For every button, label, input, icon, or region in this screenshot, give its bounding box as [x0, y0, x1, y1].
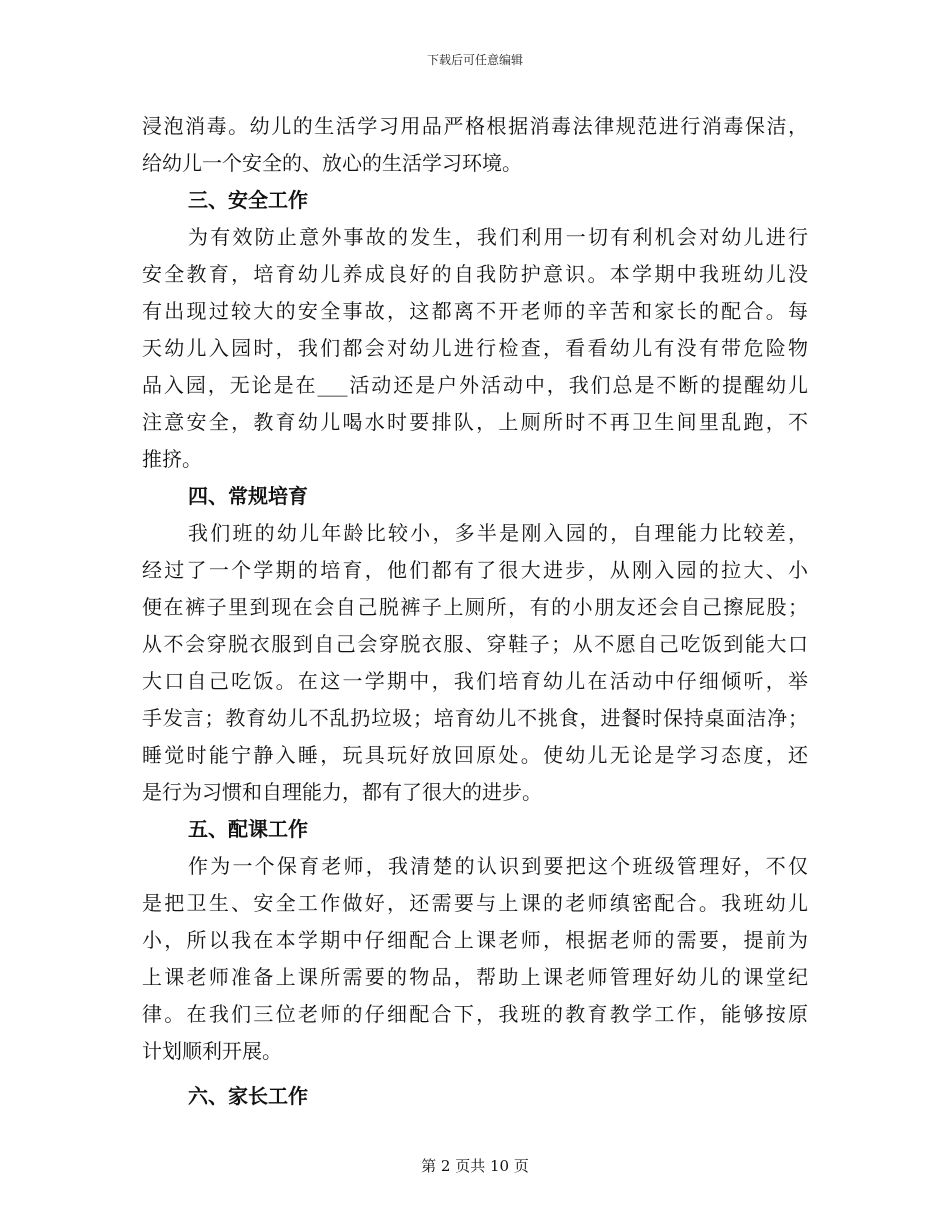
section-heading-teaching-support: 五、配课工作	[188, 817, 308, 841]
body-line: 浸泡消毒。幼儿的生活学习用品严格根据消毒法律规范进行消毒保洁，	[142, 114, 808, 138]
body-line: 睡觉时能宁静入睡，玩具玩好放回原处。使幼儿无论是学习态度，还	[142, 743, 808, 767]
body-line: 便在裤子里到现在会自己脱裤子上厕所，有的小朋友还会自己擦屁股；	[142, 595, 808, 619]
body-line: 品入园，无论是在___活动还是户外活动中，我们总是不断的提醒幼儿	[142, 373, 808, 397]
body-line: 推挤。	[142, 447, 202, 471]
section-heading-routine: 四、常规培育	[188, 484, 308, 508]
document-body	[142, 108, 808, 1115]
body-line: 计划顺利开展。	[142, 1039, 282, 1063]
body-line: 为有效防止意外事故的发生，我们利用一切有利机会对幼儿进行	[188, 225, 808, 249]
body-line: 作为一个保育老师，我清楚的认识到要把这个班级管理好，不仅	[188, 854, 808, 878]
body-line: 给幼儿一个安全的、放心的生活学习环境。	[142, 151, 522, 175]
body-line: 从不会穿脱衣服到自己会穿脱衣服、穿鞋子；从不愿自己吃饭到能大口	[142, 632, 808, 656]
body-line: 律。在我们三位老师的仔细配合下，我班的教育教学工作，能够按原	[142, 1002, 808, 1026]
section-heading-parents: 六、家长工作	[188, 1084, 308, 1108]
section-heading-safety: 三、安全工作	[188, 188, 308, 212]
body-line: 经过了一个学期的培育，他们都有了很大进步，从刚入园的拉大、小	[142, 558, 808, 582]
body-line: 天幼儿入园时，我们都会对幼儿进行检查，看看幼儿有没有带危险物	[142, 336, 808, 360]
body-line: 手发言；教育幼儿不乱扔垃圾；培育幼儿不挑食，进餐时保持桌面洁净；	[142, 706, 808, 730]
page-footer: 第 2 页共 10 页	[421, 1157, 529, 1175]
body-line: 小，所以我在本学期中仔细配合上课老师，根据老师的需要，提前为	[142, 928, 808, 952]
body-line: 我们班的幼儿年龄比较小，多半是刚入园的，自理能力比较差，	[188, 521, 808, 545]
body-line: 注意安全，教育幼儿喝水时要排队，上厕所时不再卫生间里乱跑，不	[142, 410, 808, 434]
body-line: 是把卫生、安全工作做好，还需要与上课的老师缜密配合。我班幼儿	[142, 891, 808, 915]
body-line: 有出现过较大的安全事故，这都离不开老师的辛苦和家长的配合。每	[142, 299, 808, 323]
body-line: 大口自己吃饭。在这一学期中，我们培育幼儿在活动中仔细倾听，举	[142, 669, 808, 693]
body-line: 上课老师准备上课所需要的物品，帮助上课老师管理好幼儿的课堂纪	[142, 965, 808, 989]
body-line: 是行为习惯和自理能力，都有了很大的进步。	[142, 780, 542, 804]
body-line: 安全教育，培育幼儿养成良好的自我防护意识。本学期中我班幼儿没	[142, 262, 808, 286]
page-header: 下载后可任意编辑	[426, 53, 523, 67]
